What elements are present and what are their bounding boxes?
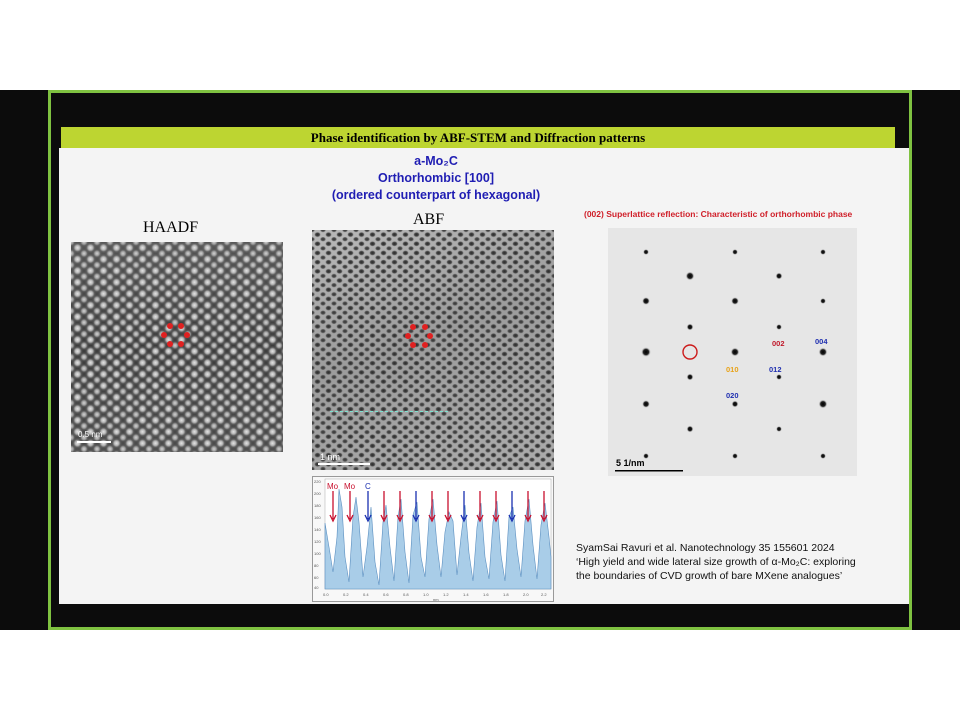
spot-label-020: 020	[726, 391, 739, 400]
spot-label-004: 004	[815, 337, 828, 346]
diffraction-spots	[608, 228, 857, 476]
x-tick: 1.0	[423, 592, 429, 597]
slide-title: Phase identification by ABF-STEM and Diffraction patterns	[310, 130, 646, 145]
atom-marker	[184, 332, 190, 338]
x-tick: 0.8	[403, 592, 409, 597]
y-tick: 200	[314, 491, 321, 496]
atom-marker	[178, 323, 184, 329]
y-tick: 140	[314, 527, 321, 532]
x-axis-unit: nm	[433, 597, 439, 601]
superlattice-circle	[683, 345, 697, 359]
y-tick: 220	[314, 479, 321, 484]
citation-title-2: the boundaries of CVD growth of bare MXene analogues’	[576, 570, 843, 582]
atom-marker	[427, 333, 433, 339]
haadf-scale-bar	[77, 441, 111, 443]
abf-scale-bar	[318, 463, 370, 465]
x-tick: 0.4	[363, 592, 369, 597]
haadf-scale-label: 0.5 nm	[78, 430, 103, 439]
x-tick: 1.8	[503, 592, 509, 597]
atom-marker	[167, 323, 173, 329]
x-tick: 2.2	[541, 592, 547, 597]
x-tick: 0.2	[343, 592, 349, 597]
top-letterbox	[0, 0, 960, 90]
annotation-c: C	[365, 482, 371, 491]
x-tick: 1.4	[463, 592, 469, 597]
abf-label: ABF	[413, 211, 445, 228]
citation-authors: SyamSai Ravuri et al. Nanotechnology 35 155601 2024	[576, 542, 835, 554]
y-tick: 100	[314, 551, 321, 556]
x-tick: 1.2	[443, 592, 449, 597]
atom-marker	[161, 332, 167, 338]
title-bar	[61, 127, 895, 149]
diffraction-scale-bar	[615, 470, 683, 472]
profile-plot	[313, 477, 553, 601]
diffraction-scale-label: 5 1/nm	[616, 458, 645, 468]
intensity-profile	[312, 476, 554, 602]
phase-orientation: Orthorhombic [100]	[378, 171, 494, 185]
spot-label-012: 012	[769, 365, 782, 374]
phase-name: a-Mo₂C	[414, 154, 458, 168]
atom-marker	[405, 333, 411, 339]
atom-marker	[410, 324, 416, 330]
abf-scale-label: 1 nm	[320, 452, 341, 462]
diffraction-caption: (002) Superlattice reflection: Characteristic of orthorhombic phase	[584, 209, 853, 219]
haadf-image	[71, 242, 283, 452]
atom-marker	[422, 342, 428, 348]
atom-marker	[167, 341, 173, 347]
y-tick: 180	[314, 503, 321, 508]
x-tick: 1.6	[483, 592, 489, 597]
diffraction-pattern	[608, 228, 857, 476]
abf-image	[312, 230, 554, 470]
y-tick: 80	[314, 563, 319, 568]
haadf-label: HAADF	[143, 219, 199, 236]
annotation-mo-2: Mo	[344, 482, 356, 491]
y-tick: 60	[314, 575, 319, 580]
spot-label-002: 002	[772, 339, 785, 348]
atom-marker	[410, 342, 416, 348]
y-tick: 160	[314, 515, 321, 520]
citation-title-1: ‘High yield and wide lateral size growth of α-Mo₂C: exploring	[576, 556, 856, 568]
atom-marker	[422, 324, 428, 330]
x-tick: 2.0	[523, 592, 529, 597]
y-tick: 120	[314, 539, 321, 544]
bottom-letterbox	[0, 630, 960, 720]
line-profile-path	[330, 411, 448, 412]
y-tick: 40	[314, 585, 319, 590]
spot-label-010: 010	[726, 365, 739, 374]
x-tick: 0.0	[323, 592, 329, 597]
atom-marker	[178, 341, 184, 347]
phase-note: (ordered counterpart of hexagonal)	[331, 188, 541, 202]
slide-frame	[48, 90, 912, 630]
annotation-mo-1: Mo	[327, 482, 339, 491]
citation	[576, 541, 906, 583]
slide-content	[59, 148, 909, 604]
x-tick: 0.6	[383, 592, 389, 597]
phase-header	[294, 153, 578, 204]
